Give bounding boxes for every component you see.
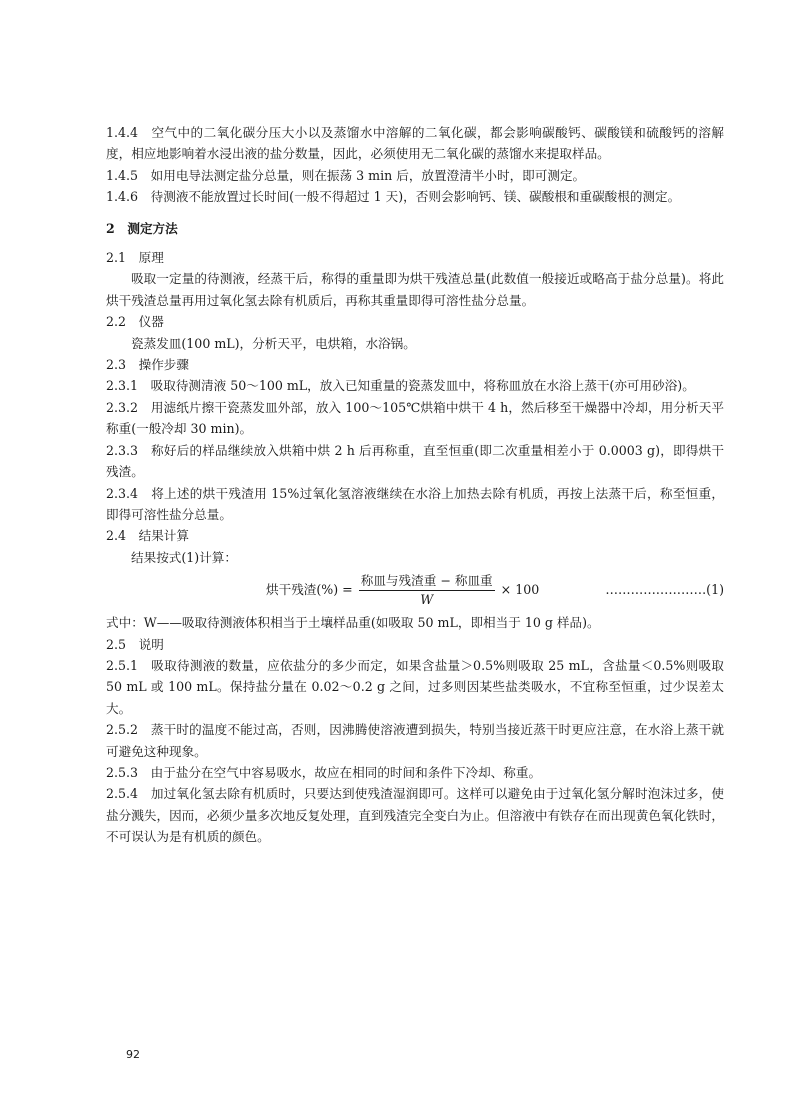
paragraph-2-3-2: 2.3.2 用滤纸片擦干瓷蒸发皿外部，放入 100～105℃烘箱中烘干 4 h，然后移至干燥器中冷却，用分析天平称重(一般冷却 30 min)。 xyxy=(106,399,724,437)
formula-number: ……………………(1) xyxy=(605,582,724,598)
section-2-heading: 2 测定方法 xyxy=(106,220,178,236)
document-body xyxy=(106,122,724,848)
formula-where: 式中：W——吸取待测液体积相当于土壤样品重(如吸取 50 mL，即相当于 10 g 样品)。 xyxy=(106,615,600,631)
paragraph-1-4-6: 1.4.6 待测液不能放置过长时间(一般不得超过 1 天)，否则会影响钙、镁、碳酸根和重碳酸根的测定。 xyxy=(106,189,681,205)
paragraph-2-5-4: 2.5.4 加过氧化氢去除有机质时，只要达到使残渣湿润即可。这样可以避免由于过氧化氢分解时泡沫过多，使盐分溅失，因而，必须少量多次地反复处理，直到残渣完全变白为止。但溶液中有铁存在而出现黄色氧化铁时，不可误认为是有机质的颜色。 xyxy=(106,786,724,845)
section-2-4-text: 结果按式(1)计算： xyxy=(131,549,237,565)
formula-rhs: × 100 xyxy=(500,582,540,598)
formula-fraction xyxy=(359,572,495,609)
paragraph-2-3-3: 2.3.3 称好后的样品继续放入烘箱中烘 2 h 后再称重，直至恒重(即二次重量相差小于 0.0003 g)，即得烘干残渣。 xyxy=(106,442,724,480)
paragraph-1-4-5: 1.4.5 如用电导法测定盐分总量，则在振荡 3 min 后，放置澄清半小时，即可测定。 xyxy=(106,167,586,183)
page-number: 92 xyxy=(126,1048,140,1061)
formula-1 xyxy=(106,568,724,612)
paragraph-2-5-1: 2.5.1 吸取待测液的数量，应依盐分的多少而定，如果含盐量＞0.5%则吸取 25 mL，含盐量＜0.5%则吸取 50 mL 或 100 mL。保持盐分量在 0.02～0.2 g 之间，过多则因某些盐类吸水，不宜称至恒重，过少误差太大。 xyxy=(106,657,724,716)
paragraph-2-3-1: 2.3.1 吸取待测清液 50～100 mL，放入已知重量的瓷蒸发皿中，将称皿放在水浴上蒸干(亦可用砂浴)。 xyxy=(106,378,695,394)
section-2-3-heading: 2.3 操作步骤 xyxy=(106,357,189,373)
formula-numerator: 称皿与残渣重 − 称皿重 xyxy=(359,572,495,591)
section-2-2-text: 瓷蒸发皿(100 mL)，分析天平，电烘箱，水浴锅。 xyxy=(131,335,416,351)
formula-denominator: W xyxy=(420,591,434,607)
formula-lhs: 烘干残渣(%) = xyxy=(266,582,353,598)
section-2-1-heading: 2.1 原理 xyxy=(106,250,164,266)
paragraph-2-3-4: 2.3.4 将上述的烘干残渣用 15%过氧化氢溶液继续在水浴上加热去除有机质，再按上法蒸干后，称至恒重，即得可溶性盐分总量。 xyxy=(106,485,724,522)
paragraph-2-5-3: 2.5.3 由于盐分在空气中容易吸水，故应在相同的时间和条件下冷却、称重。 xyxy=(106,764,542,780)
section-2-5-heading: 2.5 说明 xyxy=(106,636,164,652)
section-2-1-text: 吸取一定量的待测液，经蒸干后，称得的重量即为烘干残渣总量(此数值一般接近或略高于盐分总量)。将此烘干残渣总量再用过氧化氢去除有机质后，再称其重量即得可溶性盐分总量。 xyxy=(106,271,724,308)
paragraph-1-4-4: 1.4.4 空气中的二氧化碳分压大小以及蒸馏水中溶解的二氧化碳，都会影响碳酸钙、碳酸镁和硫酸钙的溶解度，相应地影响着水浸出液的盐分数量，因此，必须使用无二氧化碳的蒸馏水来提取样品。 xyxy=(106,125,724,162)
section-2-2-heading: 2.2 仪器 xyxy=(106,314,164,330)
section-2-4-heading: 2.4 结果计算 xyxy=(106,528,189,544)
paragraph-2-5-2: 2.5.2 蒸干时的温度不能过高，否则，因沸腾使溶液遭到损失，特别当接近蒸干时更应注意，在水浴上蒸干就可避免这种现象。 xyxy=(106,722,724,759)
